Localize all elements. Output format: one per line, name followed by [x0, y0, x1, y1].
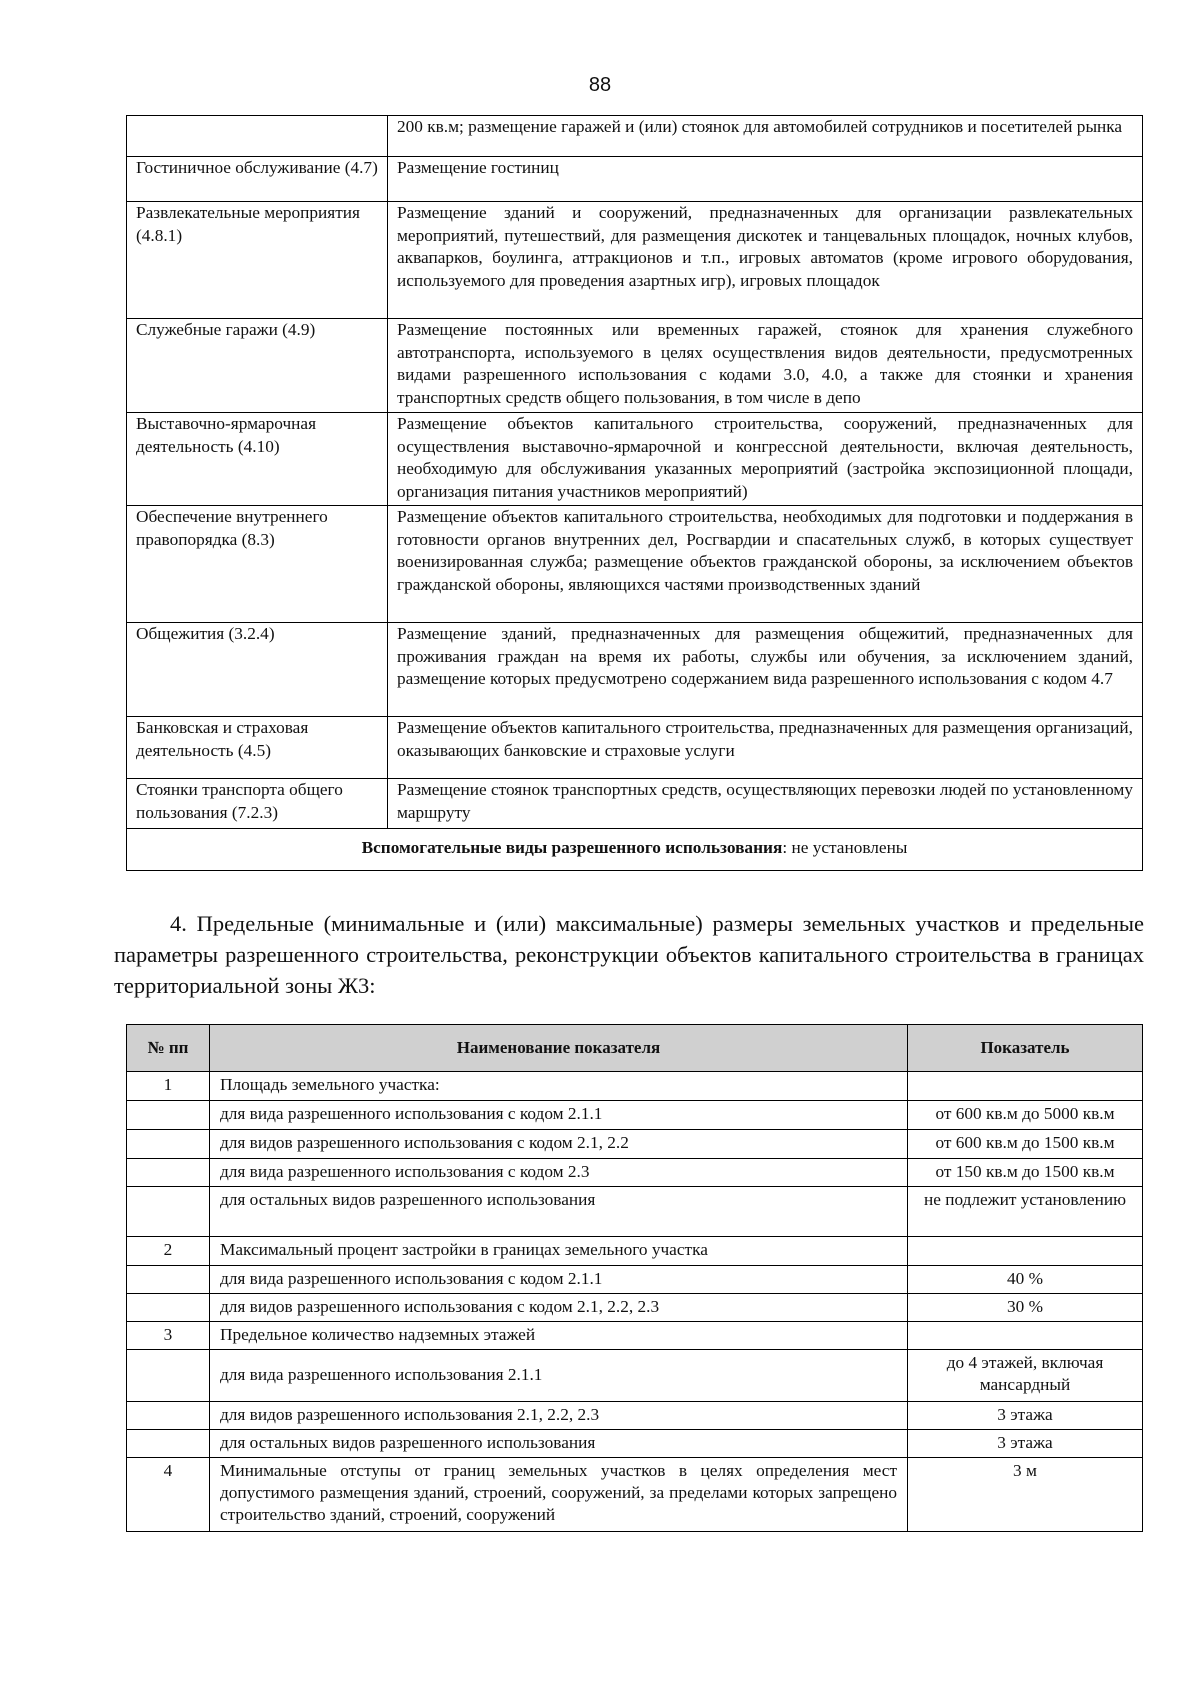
auxiliary-uses-row: [127, 829, 1143, 871]
use-description-cell: Размещение объектов капитального строительства, сооружений, предназначенных для осуществления выставочно-ярмарочной и конгрессной деятельности, включая деятельность, необходимую для обслуживания указанных мероприятий (застройка экспозиционной площади, организация питания участников мероприятий): [388, 413, 1143, 506]
use-description-cell: Размещение стоянок транспортных средств, осуществляющих перевозки людей по установленному маршруту: [388, 779, 1143, 829]
row-number: [127, 1130, 210, 1159]
row-number: [127, 1159, 210, 1187]
section-paragraph-text: 4. Предельные (минимальные и (или) максимальные) размеры земельных участков и предельные параметры разрешенного строительства, реконструкции объектов капитального строительства в границах территориальной зоны Ж3:: [114, 911, 1144, 998]
indicator-value: [908, 1322, 1143, 1350]
use-description-cell: Размещение объектов капитального строительства, необходимых для подготовки и поддержания в готовности органов внутренних дел, Росгвардии и спасательных служб, в которых существует военизированная служба; размещение объектов гражданской обороны, за исключением объектов гражданской обороны, являющихся частями производственных зданий: [388, 506, 1143, 623]
use-name-cell: Стоянки транспорта общего пользования (7.2.3): [127, 779, 388, 829]
indicator-value: [908, 1237, 1143, 1266]
use-description-cell: Размещение постоянных или временных гаражей, стоянок для хранения служебного автотранспорта, используемого в целях осуществления видов деятельности, предусмотренных видами разрешенного использования с кодами 3.0, 4.0, а также для стоянки и хранения транспортных средств общего пользования, в том числе в депо: [388, 319, 1143, 413]
header-name: Наименование показателя: [210, 1025, 908, 1072]
table-row: [127, 1294, 1143, 1322]
row-number: [127, 1402, 210, 1430]
table-row: [127, 1458, 1143, 1532]
row-number: [127, 1266, 210, 1294]
use-description-cell: Размещение зданий и сооружений, предназначенных для организации развлекательных мероприятий, путешествий, для размещения дискотек и танцевальных площадок, ночных клубов, аквапарков, боулинга, аттракционов и т.п., игровых автоматов (кроме игрового оборудования, используемого для проведения азартных игр), игровых площадок: [388, 202, 1143, 319]
table-row: [127, 779, 1143, 829]
use-description-cell: 200 кв.м; размещение гаражей и (или) стоянок для автомобилей сотрудников и посетителей рынка: [388, 116, 1143, 157]
table-row: [127, 1402, 1143, 1430]
row-number: [127, 1294, 210, 1322]
table-row: [127, 506, 1143, 623]
indicator-name: Площадь земельного участка:: [210, 1072, 908, 1101]
use-description-cell: Размещение объектов капитального строительства, предназначенных для размещения организаций, оказывающих банковские и страховые услуги: [388, 717, 1143, 779]
row-number: 4: [127, 1458, 210, 1532]
use-name-cell: Банковская и страховая деятельность (4.5): [127, 717, 388, 779]
table-row: [127, 202, 1143, 319]
table-row: [127, 1350, 1143, 1402]
indicator-value: 40 %: [908, 1266, 1143, 1294]
table-row: [127, 717, 1143, 779]
indicator-value: [908, 1072, 1143, 1101]
indicator-name: Максимальный процент застройки в границах земельного участка: [210, 1237, 908, 1266]
table-row: [127, 1266, 1143, 1294]
indicator-value: до 4 этажей, включая мансардный: [908, 1350, 1143, 1402]
header-num: № пп: [127, 1025, 210, 1072]
use-description-cell: Размещение гостиниц: [388, 157, 1143, 202]
table-row: [127, 1237, 1143, 1266]
table-row: [127, 1130, 1143, 1159]
table-row: [127, 1430, 1143, 1458]
header-value: Показатель: [908, 1025, 1143, 1072]
indicator-name: для видов разрешенного использования с кодом 2.1, 2.2, 2.3: [210, 1294, 908, 1322]
table-row: [127, 1322, 1143, 1350]
table-row: [127, 1187, 1143, 1237]
section-paragraph: [114, 908, 1144, 1001]
indicator-name: для остальных видов разрешенного использования: [210, 1187, 908, 1237]
permitted-uses-table: [126, 115, 1143, 871]
indicator-value: 3 этажа: [908, 1402, 1143, 1430]
row-number: [127, 1101, 210, 1130]
table-row: [127, 1101, 1143, 1130]
indicator-name: Минимальные отступы от границ земельных участков в целях определения мест допустимого размещения зданий, строений, сооружений, за пределами которых запрещено строительство зданий, строений, сооружений: [210, 1458, 908, 1532]
use-name-cell: Обеспечение внутреннего правопорядка (8.3): [127, 506, 388, 623]
indicator-value: 3 м: [908, 1458, 1143, 1532]
table-row: [127, 116, 1143, 157]
page-number: 88: [588, 74, 612, 96]
indicator-name: для вида разрешенного использования с кодом 2.3: [210, 1159, 908, 1187]
table-row: [127, 623, 1143, 717]
use-name-cell: Развлекательные мероприятия (4.8.1): [127, 202, 388, 319]
indicator-value: 3 этажа: [908, 1430, 1143, 1458]
auxiliary-uses-cell: [127, 829, 1143, 871]
row-number: 2: [127, 1237, 210, 1266]
row-number: [127, 1350, 210, 1402]
table-row: [127, 1159, 1143, 1187]
parameters-table: [126, 1024, 1143, 1532]
row-number: 3: [127, 1322, 210, 1350]
indicator-name: для вида разрешенного использования с кодом 2.1.1: [210, 1101, 908, 1130]
table-row: [127, 1072, 1143, 1101]
auxiliary-uses-value: : не установлены: [782, 838, 908, 857]
indicator-value: не подлежит установлению: [908, 1187, 1143, 1237]
table-row: [127, 413, 1143, 506]
indicator-value: от 600 кв.м до 1500 кв.м: [908, 1130, 1143, 1159]
use-name-cell: Общежития (3.2.4): [127, 623, 388, 717]
row-number: [127, 1187, 210, 1237]
indicator-name: для вида разрешенного использования 2.1.1: [210, 1350, 908, 1402]
use-name-cell: [127, 116, 388, 157]
indicator-value: от 150 кв.м до 1500 кв.м: [908, 1159, 1143, 1187]
table-header-row: [127, 1025, 1143, 1072]
indicator-name: для вида разрешенного использования с кодом 2.1.1: [210, 1266, 908, 1294]
auxiliary-uses-label: Вспомогательные виды разрешенного использования: [361, 838, 783, 857]
use-description-cell: Размещение зданий, предназначенных для размещения общежитий, предназначенных для проживания граждан на время их работы, службы или обучения, за исключением зданий, размещение которых предусмотрено содержанием вида разрешенного использования с кодом 4.7: [388, 623, 1143, 717]
indicator-value: от 600 кв.м до 5000 кв.м: [908, 1101, 1143, 1130]
table-row: [127, 319, 1143, 413]
indicator-name: для видов разрешенного использования с кодом 2.1, 2.2: [210, 1130, 908, 1159]
use-name-cell: Выставочно-ярмарочная деятельность (4.10): [127, 413, 388, 506]
use-name-cell: Гостиничное обслуживание (4.7): [127, 157, 388, 202]
table-row: [127, 157, 1143, 202]
indicator-name: Предельное количество надземных этажей: [210, 1322, 908, 1350]
indicator-name: для видов разрешенного использования 2.1, 2.2, 2.3: [210, 1402, 908, 1430]
row-number: [127, 1430, 210, 1458]
use-name-cell: Служебные гаражи (4.9): [127, 319, 388, 413]
indicator-name: для остальных видов разрешенного использования: [210, 1430, 908, 1458]
row-number: 1: [127, 1072, 210, 1101]
indicator-value: 30 %: [908, 1294, 1143, 1322]
